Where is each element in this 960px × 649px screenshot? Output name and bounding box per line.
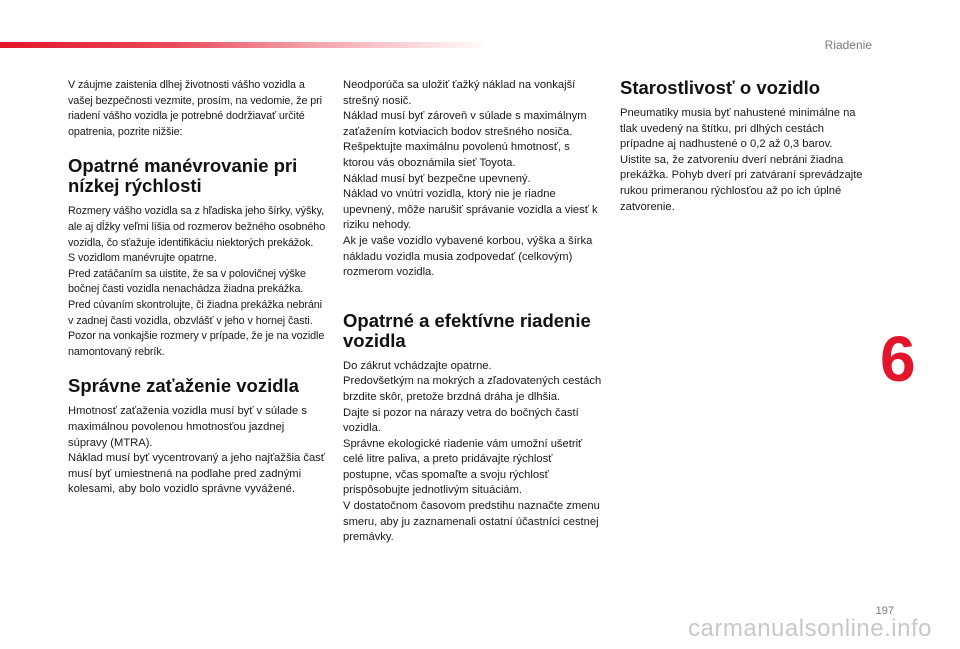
body-efficient-driving: Do zákrut vchádzajte opatrne. Predovšetkým na mokrých a zľadovatených cestách brzdite skôr, pretože brzdná dráha je dlhšia. Dajte si pozor na nárazy vetra do bočných častí vozidla. Správne ekologické riadenie vám umožní ušetriť celé litre paliva, a preto pridávajte rýchlosť postupne, včas spomaľte a svoju rýchlosť prispôsobujte jednotlivým situáciám. V dostatočnom časovom predstihu naznačte zmenu smeru, aby ju zaznamenali ostatní účastníci cestnej premávky. bbox=[343, 359, 602, 544]
column-right bbox=[620, 78, 868, 215]
body-loading: Hmotnosť zaťaženia vozidla musí byť v súlade s maximálnou povolenou hmotnosťou jazdnej súpravy (MTRA). Náklad musí byť vycentrovaný a jeho najťažšia časť musí byť umiestnená na podlahe pred zadnými kolesami, aby bolo vozidlo správne vyvážené. bbox=[68, 405, 325, 496]
body-low-speed: Rozmery vášho vozidla sa z hľadiska jeho šírky, výšky, ale aj dĺžky veľmi líšia od rozmerov bežného osobného vozidla, čo sťažuje identifikáciu niektorých prekážok. S vozidlom manévrujte opatrne. Pred zatáčaním sa uistite, že sa v polovičnej výške bočnej časti vozidla nenachádza žiadna prekážka. Pred cúvaním skontrolujte, či žiadna prekážka nebráni v zadnej časti vozidla, obzvlášť v jeho v hornej časti. Pozor na vonkajšie rozmery v prípade, že je na vozidle namontovaný rebrík. bbox=[68, 205, 326, 358]
section-title: Riadenie bbox=[824, 38, 872, 52]
body-vehicle-care: Pneumatiky musia byť nahustené minimálne na tlak uvedený na štítku, pri dlhých cestách prípadne aj nadhustené o 0,2 až 0,3 barov. Uistite sa, že zatvoreniu dverí nebráni žiadna prekážka. Pohyb dverí pri zatváraní sprevádzajte rukou primeranou rýchlosťou až po ich úplné zatvorenie. bbox=[620, 107, 863, 213]
heading-efficient-driving: Opatrné a efektívne riadenie vozidla bbox=[343, 309, 591, 351]
chapter-number: 6 bbox=[880, 323, 916, 395]
heading-low-speed: Opatrné manévrovanie pri nízkej rýchlosti bbox=[68, 155, 298, 197]
body-roof-load: Neodporúča sa uložiť ťažký náklad na vonkajší strešný nosič. Náklad musí byť zároveň v súlade s maximálnym zaťažením kotviacich bodov strešného nosiča. Rešpektujte maximálnu povolenú hmotnosť, s ktorou vás oboznámila sieť Toyota. Náklad musí byť bezpečne upevnený. Náklad vo vnútri vozidla, ktorý nie je riadne upevnený, môže narušiť správanie vozidla a viesť k riziku nehody. Ak je vaše vozidlo vybavené korbou, výška a šírka nákladu vozidla musia zodpovedať (celkovým) rozmerom vozidla. bbox=[343, 79, 598, 279]
heading-loading: Správne zaťaženie vozidla bbox=[68, 375, 299, 397]
watermark: carmanualsonline.info bbox=[688, 615, 932, 642]
header-accent-bar bbox=[0, 42, 490, 48]
column-left bbox=[68, 78, 326, 498]
intro-paragraph: V záujme zaistenia dlhej životnosti vášho vozidla a vašej bezpečnosti vezmite, prosím, na vedomie, že pri riadení vášho vozidla je potrebné dodržiavať určité opatrenia, pozrite nižšie: bbox=[68, 79, 322, 138]
page-number: 197 bbox=[875, 605, 894, 617]
column-middle bbox=[343, 78, 603, 546]
heading-vehicle-care: Starostlivosť o vozidlo bbox=[620, 77, 821, 98]
